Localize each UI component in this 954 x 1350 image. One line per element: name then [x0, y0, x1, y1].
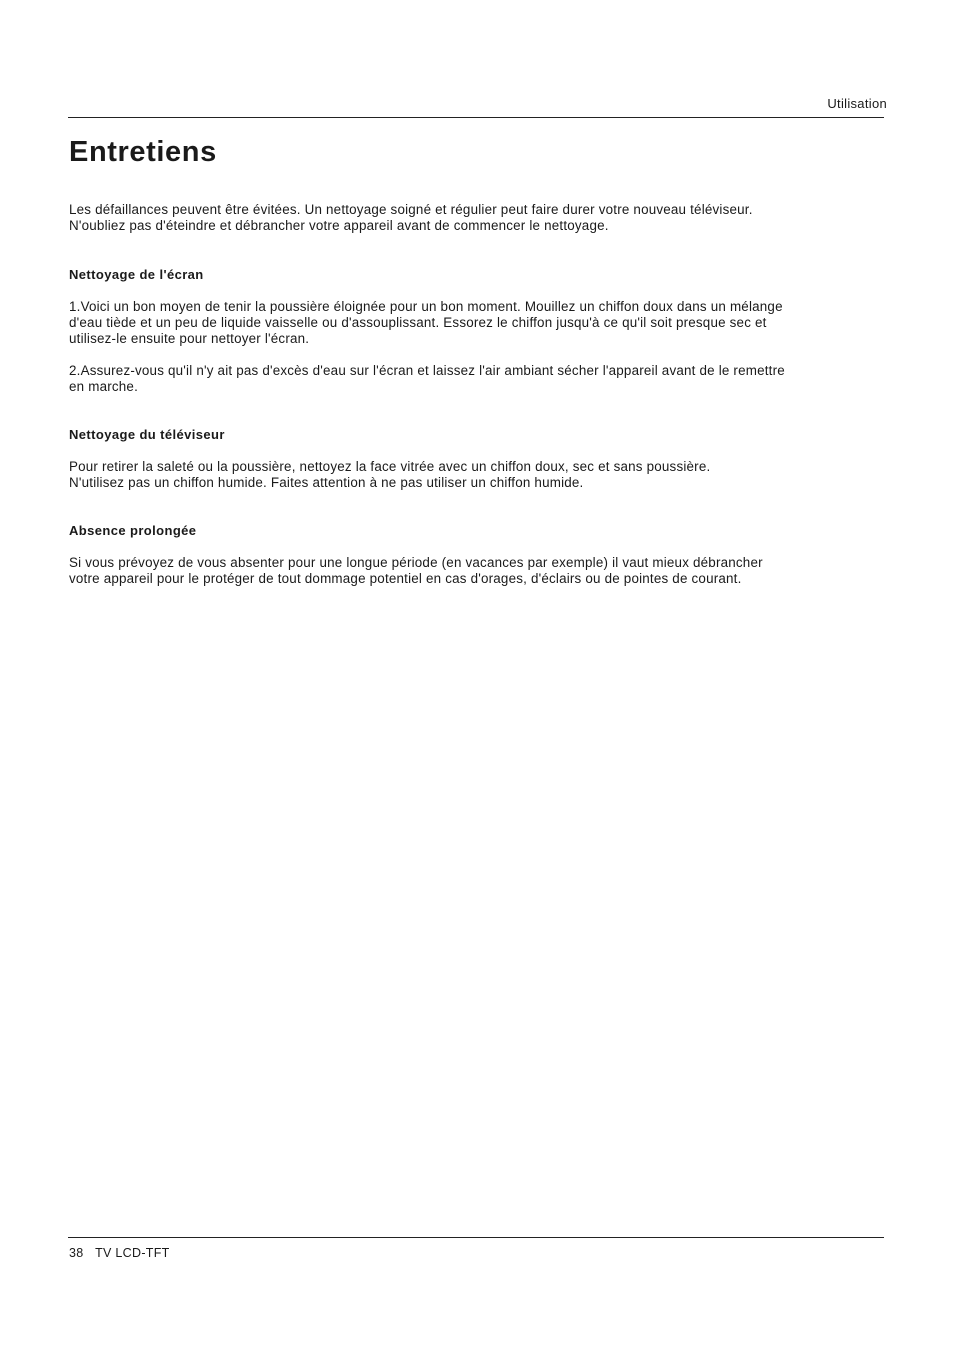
section-heading-tv-cleaning: Nettoyage du téléviseur — [69, 427, 225, 442]
screen-cleaning-step-1: 1.Voici un bon moyen de tenir la poussière éloignée pour un bon moment. Mouillez un chiffon doux dans un mélange d'eau tiède et un peu de liquide vaisselle ou d'assouplissant. Essorez le chiffon jusqu'à ce qu'il soit presque sec et utilisez-le ensuite pour nettoyer l'écran. — [69, 299, 783, 346]
footer-divider — [68, 1237, 884, 1238]
tv-cleaning-paragraph: Pour retirer la saleté ou la poussière, nettoyez la face vitrée avec un chiffon doux, sec et sans poussière. N'utilisez pas un chiffon humide. Faites attention à ne pas utiliser un chiffon humide. — [69, 459, 711, 490]
header-divider — [68, 117, 884, 118]
footer — [69, 1246, 170, 1260]
product-name: TV LCD-TFT — [95, 1246, 170, 1260]
section-heading-screen-cleaning: Nettoyage de l'écran — [69, 267, 204, 282]
main-content — [69, 202, 885, 587]
screen-cleaning-step-2: 2.Assurez-vous qu'il n'y ait pas d'excès d'eau sur l'écran et laissez l'air ambiant sécher l'appareil avant de le remettre en marche. — [69, 363, 785, 394]
section-heading-prolonged-absence: Absence prolongée — [69, 523, 197, 538]
page-title: Entretiens — [69, 136, 217, 168]
section-label: Utilisation — [827, 96, 887, 111]
prolonged-absence-paragraph: Si vous prévoyez de vous absenter pour une longue période (en vacances par exemple) il vaut mieux débrancher votre appareil pour le protéger de tout dommage potentiel en cas d'orages, d'éclairs ou de pointes de courant. — [69, 555, 763, 586]
page-number: 38 — [69, 1246, 84, 1260]
intro-paragraph: Les défaillances peuvent être évitées. Un nettoyage soigné et régulier peut faire durer votre nouveau téléviseur. N'oubliez pas d'éteindre et débrancher votre appareil avant de commencer le nettoyage. — [69, 202, 753, 233]
